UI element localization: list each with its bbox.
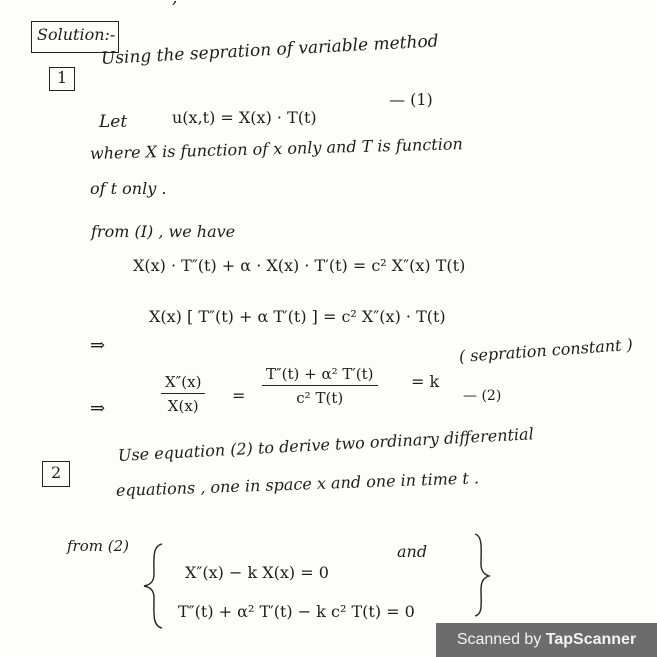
fraction-right-numerator: T″(t) + α² T′(t) [266,365,374,383]
left-brace [140,540,170,632]
solution-heading: Solution:- [37,25,116,44]
where-line: where X is function of x only and T is function [89,134,463,163]
step-1-title: Using the sepration of variable method [100,31,440,69]
separation-constant-note: ( sepration constant ) [458,334,634,366]
equation-b: X(x) [ T″(t) + α T′(t) ] = c² X″(x) · T(t) [149,307,446,326]
step-2-line-2: equations , one in space x and one in time t . [115,468,480,500]
right-brace [469,528,495,622]
equation-a: X(x) · T″(t) + α · X(x) · T′(t) = c² X″(x) T(t) [133,256,466,275]
scanner-watermark [436,623,657,657]
system-and: and [397,542,428,561]
let-word: Let [99,112,128,132]
fraction-left-denominator: X(x) [167,397,199,416]
fraction-right [262,365,378,407]
fraction-left [161,373,205,415]
assumption-equation: u(x,t) = X(x) · T(t) [172,108,317,127]
equals-k: = k [411,372,440,391]
system-equation-1: X″(x) − k X(x) = 0 [185,563,329,582]
from-line: from (I) , we have [91,222,236,241]
fraction-right-denominator: c² T(t) [296,389,344,408]
equation-2-tag: — (2) [463,388,502,404]
fraction-left-numerator: X″(x) [165,373,202,391]
watermark-brand: TapScanner [545,631,637,648]
step-2-line-1: Use equation (2) to derive two ordinary differential [117,424,535,465]
where-line-continued: of t only . [90,179,167,198]
step-2-number: 2 [51,463,62,482]
system-equation-2: T″(t) + α² T′(t) − k c² T(t) = 0 [178,602,415,621]
equation-1-tag: — (1) [389,90,433,109]
watermark-prefix: Scanned by [456,631,546,648]
from-eq2-label: from (2) [67,537,129,555]
equals-sign: = [232,386,246,405]
implies-symbol-2: ⇒ [90,398,106,419]
step-1-number: 1 [57,68,68,87]
page-top-fragment [172,0,177,8]
implies-symbol-1: ⇒ [90,335,106,356]
